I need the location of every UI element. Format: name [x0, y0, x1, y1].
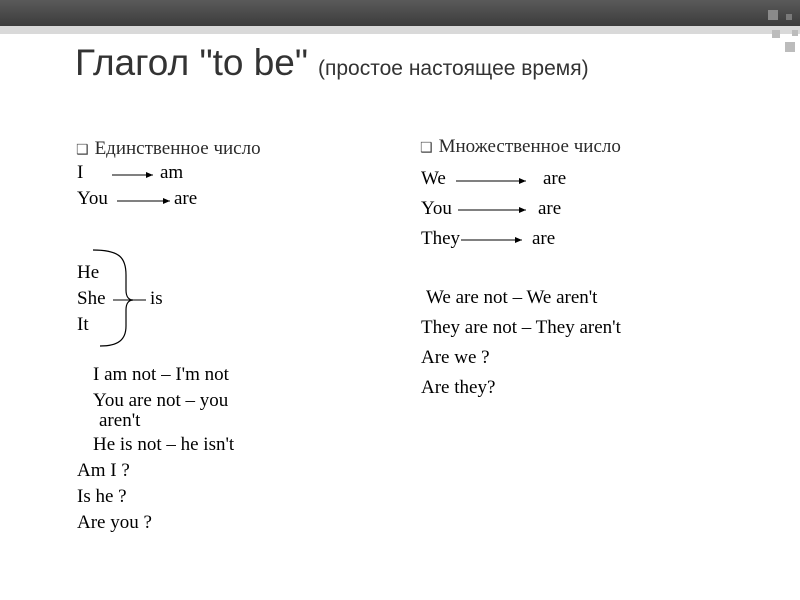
third-person-pronoun: She	[77, 288, 106, 309]
plural-pronoun: You	[421, 198, 452, 219]
title-subtitle: (простое настоящее время)	[318, 57, 589, 80]
negative-form: I am not – I'm not	[93, 364, 229, 385]
singular-pronoun: You	[77, 188, 108, 209]
bullet-icon: ❑	[76, 142, 89, 158]
third-person-pronoun: He	[77, 262, 100, 283]
decor-square	[786, 14, 792, 20]
top-bar	[0, 0, 800, 26]
plural-verb: are	[538, 198, 562, 219]
plural-question-form: Are they?	[421, 377, 496, 398]
decor-square	[792, 30, 798, 36]
plural-question-form: Are we ?	[421, 347, 490, 368]
singular-heading-text: Единственное число	[94, 138, 261, 159]
plural-verb: are	[532, 228, 556, 249]
title-main: Глагол "to be"	[75, 42, 309, 83]
negative-form: You are not – you	[93, 390, 229, 411]
negative-form: He is not – he isn't	[93, 434, 235, 455]
question-form: Am I ?	[77, 460, 130, 481]
plural-heading-text: Множественное число	[438, 136, 621, 157]
plural-negative-form: We are not – We aren't	[426, 287, 598, 308]
plural-heading	[420, 134, 621, 161]
singular-verb: are	[174, 188, 198, 209]
negative-form: aren't	[99, 410, 141, 431]
question-form: Is he ?	[77, 486, 127, 507]
slide-title	[75, 42, 589, 84]
singular-heading	[76, 136, 261, 163]
decor-square	[768, 10, 778, 20]
decor-square	[785, 42, 795, 52]
third-person-verb: is	[150, 288, 163, 309]
third-person-pronoun: It	[77, 314, 89, 335]
top-bar-stripe	[0, 26, 800, 34]
plural-pronoun: They	[421, 228, 461, 249]
singular-verb: am	[160, 162, 184, 183]
plural-verb: are	[543, 168, 567, 189]
question-form: Are you ?	[77, 512, 152, 533]
bullet-icon: ❑	[420, 140, 433, 156]
plural-negative-form: They are not – They aren't	[421, 317, 621, 338]
decor-square	[772, 30, 780, 38]
plural-pronoun: We	[421, 168, 446, 189]
singular-pronoun: I	[77, 162, 84, 183]
